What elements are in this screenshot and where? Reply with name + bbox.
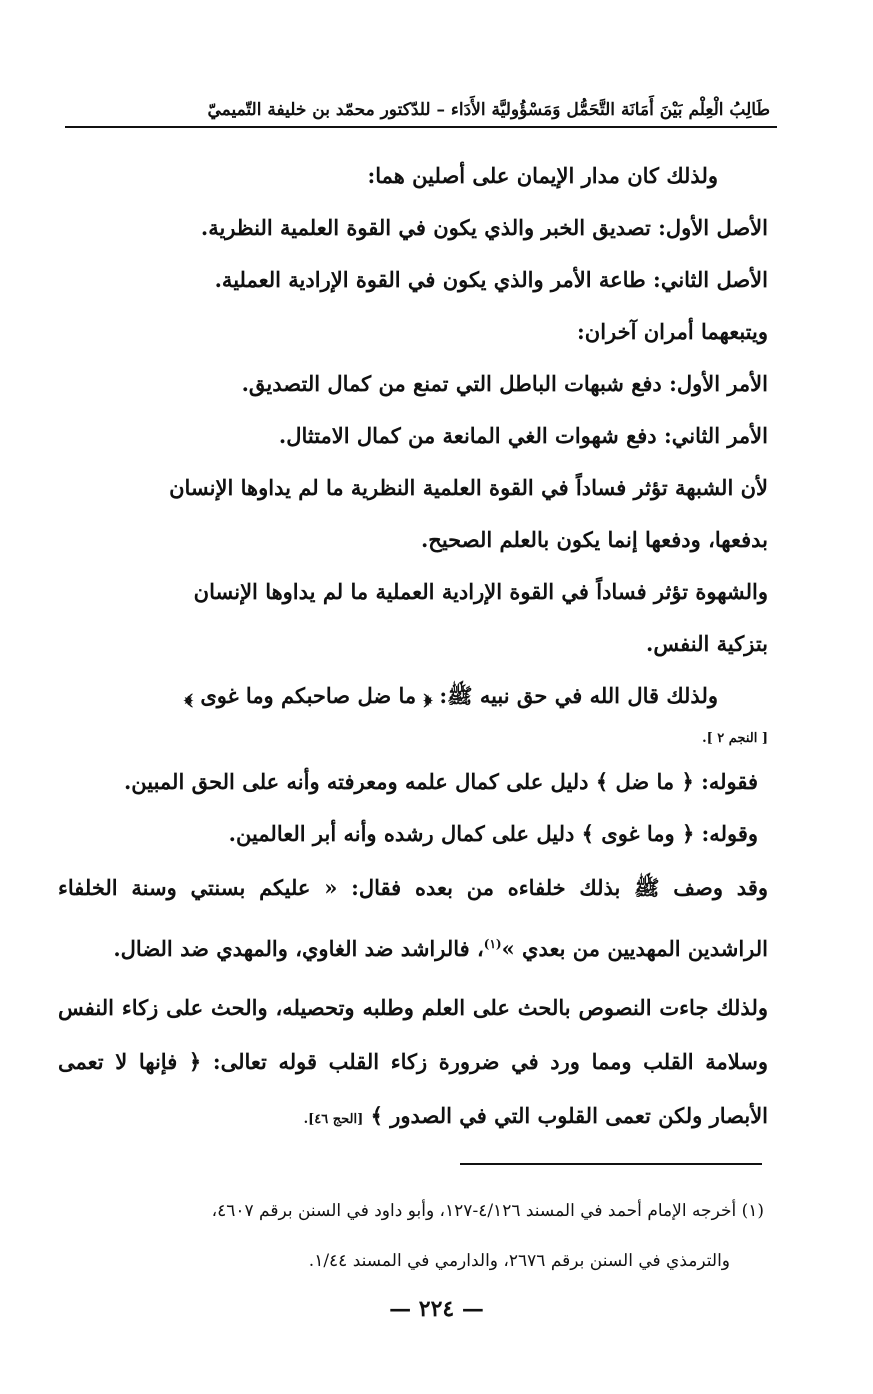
hadith-paragraph: [58, 860, 768, 977]
verse-reference: [ النجم ٢ ].: [702, 731, 768, 746]
hadith-text: وقد وصف ﷺ بذلك خلفاءه من بعده فقال: « عليكم بسنتي وسنة الخلفاء الراشدين المهديين من بعدي »: [58, 875, 768, 961]
text-line: الأمر الأول: دفع شبهات الباطل التي تمنع من كمال التصديق.: [241, 371, 768, 396]
footnote-line: والترمذي في السنن برقم ٢٦٧٦، والدارمي في المسند ١/٤٤.: [308, 1251, 730, 1271]
closing-paragraph: [58, 981, 768, 1147]
page-number: — ٢٢٤ —: [389, 1296, 484, 1322]
footnotes: [52, 1190, 764, 1290]
text-line: الأصل الثاني: طاعة الأمر والذي يكون في القوة الإرادية العملية.: [214, 267, 768, 292]
footnote-marker: (١): [483, 937, 502, 951]
running-header: [70, 98, 770, 122]
text-line: ولذلك كان مدار الإيمان على أصلين هما:: [367, 163, 718, 188]
text-line: فقوله: ﴿ ما ضل ﴾ دليل على كمال علمه ومعرفته وأنه على الحق المبين.: [123, 769, 758, 794]
text-line: وقوله: ﴿ وما غوى ﴾ دليل على كمال رشده وأنه أبر العالمين.: [228, 821, 758, 846]
header-divider: [65, 126, 777, 128]
footnote-line: (١) أخرجه الإمام أحمد في المسند ٤/١٢٦-١٢٧، وأبو داود في السنن برقم ٤٦٠٧،: [211, 1201, 764, 1221]
text-line: بتزكية النفس.: [646, 631, 768, 656]
text-line-quran-verse: ولذلك قال الله في حق نبيه ﷺ: ﴿ ما ضل صاحبكم وما غوى ﴾: [184, 683, 718, 708]
main-text: [58, 150, 768, 1147]
hadith-commentary: ، فالراشد ضد الغاوي، والمهدي ضد الضال.: [113, 936, 484, 961]
text-line: الأصل الأول: تصديق الخبر والذي يكون في القوة العلمية النظرية.: [200, 215, 768, 240]
text-line: الأمر الثاني: دفع شهوات الغي المانعة من كمال الامتثال.: [278, 423, 768, 448]
closing-text: ولذلك جاءت النصوص بالحث على العلم وطلبه وتحصيله، والحث على زكاء النفس وسلامة القلب ومما ورد في ضرورة زكاء القلب قوله تعالى: ﴿ فإنها لا تعمى الأبصار ولكن تعمى القلوب التي في الصدور ﴾: [58, 995, 768, 1128]
running-title: طَالِبُ الْعِلْم بَيْنَ أَمَانَة التَّحَمُّل وَمَسْؤُوليَّة الأَدَاء – للدّكتور محمّد بن خليفة التّميميّ: [207, 100, 770, 120]
verse-reference: [الحج ٤٦].: [303, 1112, 364, 1127]
text-line: بدفعها، ودفعها إنما يكون بالعلم الصحيح.: [420, 527, 768, 552]
text-line: والشهوة تؤثر فساداً في القوة الإرادية العملية ما لم يداوها الإنسان: [193, 579, 768, 604]
text-line: لأن الشبهة تؤثر فساداً في القوة العلمية النظرية ما لم يداوها الإنسان: [169, 475, 768, 500]
text-line: ويتبعهما أمران آخران:: [577, 319, 768, 344]
footnote-divider: [460, 1163, 762, 1165]
